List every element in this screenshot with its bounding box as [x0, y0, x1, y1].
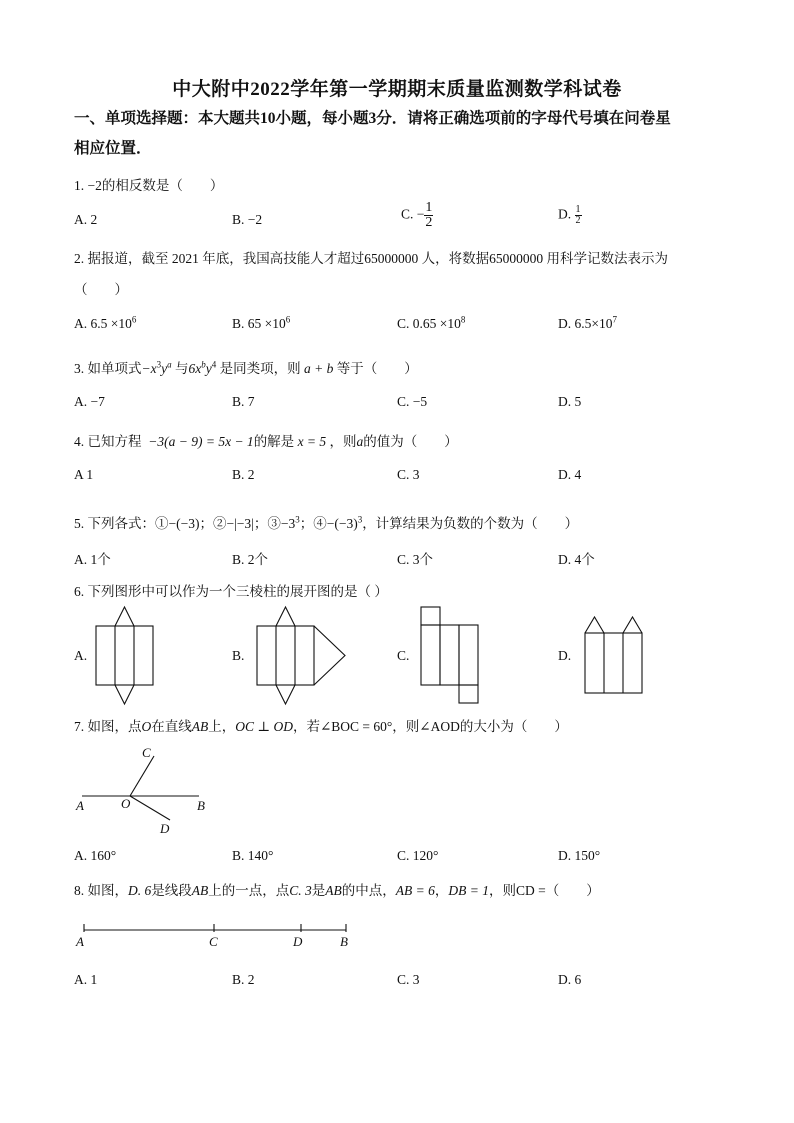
- q8-option-b[interactable]: B. 2: [232, 972, 255, 987]
- q6-net-a-figure: [95, 606, 155, 706]
- question-2-line2: （ ）: [74, 282, 128, 297]
- question-1: 1. −2的相反数是（ ）: [74, 178, 224, 193]
- q8-segment-figure: [74, 918, 364, 958]
- q7-option-d[interactable]: D. 150°: [558, 848, 601, 863]
- q7-option-a[interactable]: A. 160°: [74, 848, 117, 863]
- q4-option-d[interactable]: D. 4: [558, 467, 582, 482]
- q4-equation: −3(a − 9) = 5x − 1: [148, 434, 254, 449]
- q7-label-b: B: [197, 798, 205, 813]
- q4-option-b[interactable]: B. 2: [232, 467, 255, 482]
- question-3: 3. 如单项式$-x^3y^a$ 与$6x^by^4$ 是同类项，则 a + b 等于（ ）: [74, 359, 418, 376]
- q8-option-a[interactable]: A. 1: [74, 972, 98, 987]
- q1-option-d[interactable]: D. $\frac{1}{2}$: [558, 204, 581, 226]
- q6-option-d[interactable]: D.: [558, 648, 572, 663]
- q1-option-b[interactable]: B. −2: [232, 212, 263, 227]
- q7-label-o: O: [121, 796, 131, 811]
- q7-label-c: C: [142, 745, 151, 760]
- page-title: 中大附中2022学年第一学期期末质量监测数学科试卷: [172, 79, 622, 100]
- q1-expression: −2: [87, 178, 102, 193]
- q2-option-d[interactable]: D. $6.5\times 10^7$: [558, 314, 617, 331]
- question-5: 5. 下列各式：①−(−3)；②−|−3|；$③-3^3$；$④-(-3)^3$，计算结果为负数的个数为（ ）: [74, 514, 579, 531]
- q6-net-c-figure: [420, 606, 482, 706]
- q8-label-d: D: [293, 934, 303, 949]
- q8-label-a: A: [76, 934, 84, 949]
- question-7: 7. 如图，点O在直线AB上，OC ⊥ OD，若∠BOC = 60°，则∠AOD的大小为（ ）: [74, 719, 568, 734]
- q7-option-c[interactable]: C. 120°: [397, 848, 439, 863]
- section-heading-line2: 相应位置．: [74, 140, 152, 157]
- q4-option-a[interactable]: A 1: [74, 467, 94, 482]
- q6-net-b-figure: [256, 606, 348, 706]
- q1-option-a[interactable]: A. 2: [74, 212, 98, 227]
- q7-angle-figure: [74, 740, 214, 840]
- q8-option-c[interactable]: C. 3: [397, 972, 420, 987]
- q2-option-c[interactable]: C. $0.65 \times 10^8$: [397, 314, 466, 331]
- question-8: 8. 如图，D. 6是线段AB上的一点，点C. 3是AB的中点，AB = 6，DB = 1，则CD =（ ）: [74, 883, 600, 898]
- q8-option-d[interactable]: D. 6: [558, 972, 582, 987]
- q3-option-b[interactable]: B. 7: [232, 394, 255, 409]
- q5-option-b[interactable]: B. 2个: [232, 552, 269, 567]
- q3-option-c[interactable]: C. −5: [397, 394, 428, 409]
- q8-label-c: C: [209, 934, 218, 949]
- q1-option-c-fraction: $\frac{1}{2}$: [425, 200, 433, 230]
- q6-option-b[interactable]: B.: [232, 648, 245, 663]
- q4-option-c[interactable]: C. 3: [397, 467, 420, 482]
- q7-ray-od: [130, 796, 170, 820]
- q7-ray-oc: [130, 756, 154, 796]
- q2-option-b[interactable]: B. $65 \times 10^6$: [232, 314, 291, 331]
- q1-option-c[interactable]: C. − $\frac{1}{2}$: [401, 200, 433, 230]
- q6-option-c[interactable]: C.: [397, 648, 410, 663]
- q7-option-b[interactable]: B. 140°: [232, 848, 274, 863]
- q3-option-a[interactable]: A. −7: [74, 394, 105, 409]
- section-heading-line1: 一、单项选择题：本大题共10小题，每小题3分．请将正确选项前的字母代号填在问卷星: [74, 110, 671, 127]
- q6-option-a[interactable]: A.: [74, 648, 88, 663]
- q5-option-d[interactable]: D. 4个: [558, 552, 595, 567]
- question-6: 6. 下列图形中可以作为一个三棱柱的展开图的是（ ）: [74, 584, 388, 599]
- q7-label-d: D: [160, 821, 170, 836]
- question-4: 4. 已知方程 −3(a − 9) = 5x − 1的解是 x = 5 ，则a的值为（ ）: [74, 434, 458, 449]
- q7-label-a: A: [76, 798, 84, 813]
- q6-net-d-figure: [584, 616, 646, 696]
- q5-option-a[interactable]: A. 1个: [74, 552, 111, 567]
- q8-label-b: B: [340, 934, 348, 949]
- q2-option-a[interactable]: A. $6.5 \times 10^6$: [74, 314, 137, 331]
- q5-option-c[interactable]: C. 3个: [397, 552, 434, 567]
- q1-option-d-fraction: $\frac{1}{2}$: [575, 204, 581, 226]
- question-2-line1: 2. 据报道，截至 2021 年底，我国高技能人才超过65000000 人，将数据65000000 用科学记数法表示为: [74, 251, 668, 266]
- q3-option-d[interactable]: D. 5: [558, 394, 582, 409]
